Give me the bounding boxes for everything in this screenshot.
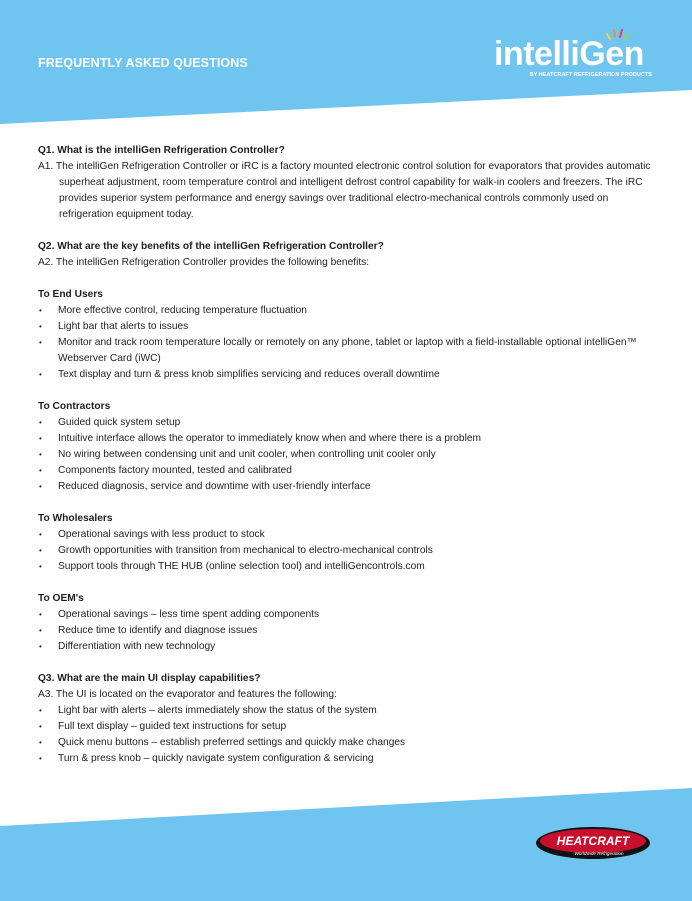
list-item: • Reduced diagnosis, service and downtime with user-friendly interface [38,479,654,495]
bullet-list [38,703,654,767]
section-heading: To End Users [38,289,103,300]
list-item: • Full text display – guided text instructions for setup [38,719,654,735]
bullet-list [38,303,654,383]
list-item: • Components factory mounted, tested and calibrated [38,463,654,479]
question-heading: Q2. What are the key benefits of the intelliGen Refrigeration Controller? [38,241,384,252]
answer-text: A3. The UI is located on the evaporator and features the following: [38,689,337,700]
list-item: • No wiring between condensing unit and unit cooler, when controlling unit cooler only [38,447,654,463]
faq-q1 [38,143,654,223]
list-item: • Operational savings – less time spent adding components [38,607,654,623]
list-item: • Support tools through THE HUB (online selection tool) and intelliGencontrols.com [38,559,654,575]
list-item: • Intuitive interface allows the operator to immediately know when and where there is a problem [38,431,654,447]
bullet-list [38,415,654,495]
answer-text: A2. The intelliGen Refrigeration Controller provides the following benefits: [38,257,370,268]
heatcraft-wordmark: HEATCRAFT [556,834,630,848]
list-item: • Guided quick system setup [38,415,654,431]
section-heading: To Wholesalers [38,513,113,524]
intelligen-logo [494,34,656,84]
list-item: • Light bar that alerts to issues [38,319,654,335]
list-item: • Monitor and track room temperature locally or remotely on any phone, tablet or laptop with a field-installable optional intelliGen™ Webserver Card (iWC) [38,335,654,367]
logo-wordmark: intelliGen [494,35,644,73]
benefits-oems [38,591,654,655]
bullet-list [38,607,654,655]
list-item: • Light bar with alerts – alerts immediately show the status of the system [38,703,654,719]
list-item: • Turn & press knob – quickly navigate system configuration & servicing [38,751,654,767]
question-heading: Q1. What is the intelliGen Refrigeration Controller? [38,145,285,156]
section-heading: To Contractors [38,401,111,412]
list-item: • Differentiation with new technology [38,639,654,655]
list-item: • Growth opportunities with transition from mechanical to electro-mechanical controls [38,543,654,559]
benefits-end-users [38,287,654,383]
faq-q3 [38,671,654,767]
list-item: • Quick menu buttons – establish preferred settings and quickly make changes [38,735,654,751]
benefits-wholesalers [38,511,654,575]
heatcraft-tagline: Worldwide Refrigeration [574,851,624,856]
list-item: • Text display and turn & press knob simplifies servicing and reduces overall downtime [38,367,654,383]
faq-q2 [38,239,654,271]
section-heading: To OEM's [38,593,84,604]
list-item: • Operational savings with less product to stock [38,527,654,543]
question-heading: Q3. What are the main UI display capabilities? [38,673,261,684]
faq-content [38,143,654,767]
benefits-contractors [38,399,654,495]
list-item: • Reduce time to identify and diagnose issues [38,623,654,639]
logo-tagline: BY HEATCRAFT REFRIGERATION PRODUCTS [529,72,652,78]
heatcraft-logo [535,826,651,860]
bullet-list [38,527,654,575]
answer-text: A1. The intelliGen Refrigeration Controller or iRC is a factory mounted electronic control solution for evaporators that provides automatic superheat adjustment, room temperature control and intelligent defrost control capability for walk-in coolers and freezers. The iRC provides superior system performance and energy savings over traditional electro-mechanical controls commonly used on refrigeration equipment today. [38,161,651,220]
page-title: FREQUENTLY ASKED QUESTIONS [38,56,248,70]
list-item: • More effective control, reducing temperature fluctuation [38,303,654,319]
